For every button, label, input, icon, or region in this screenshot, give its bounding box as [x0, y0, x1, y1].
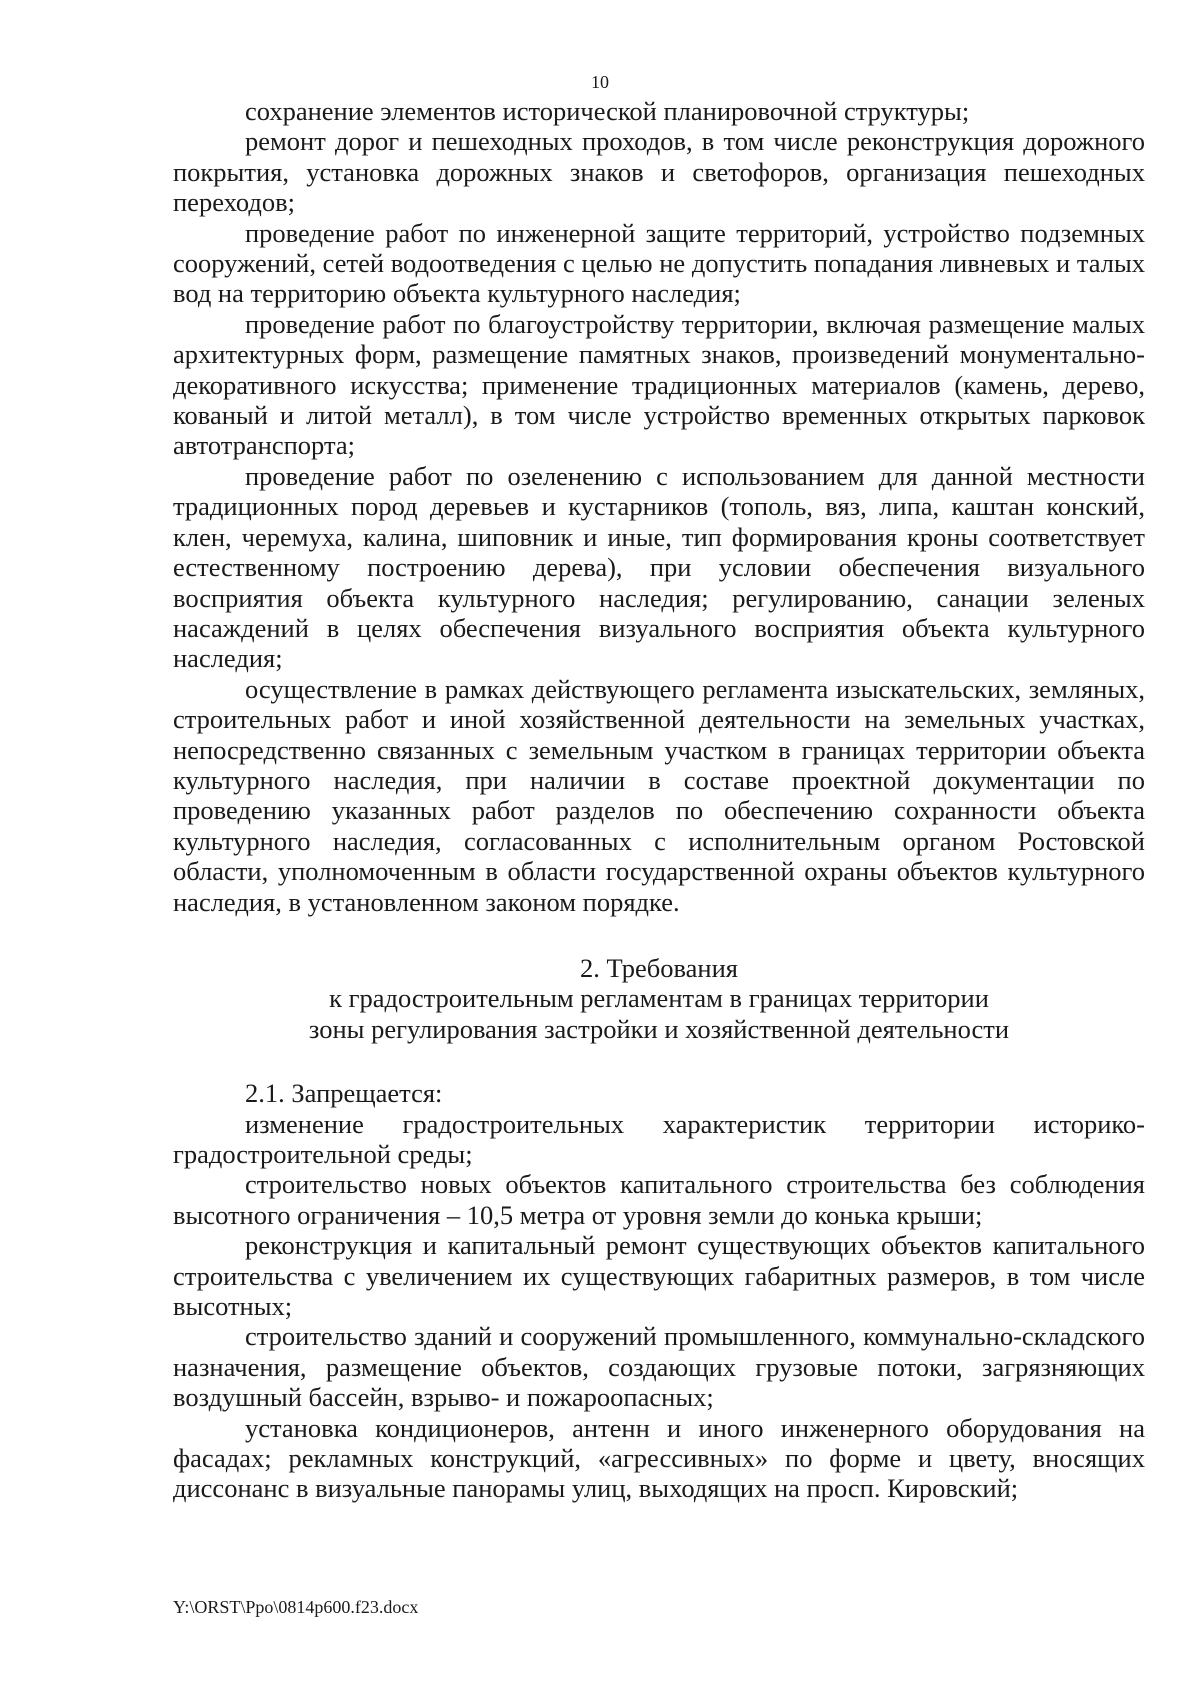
paragraph: изменение градостроительных характеристик территории историко-градостроительной среды;	[173, 1108, 1145, 1169]
section-heading	[173, 953, 1145, 1044]
paragraph: проведение работ по озеленению с использованием для данной местности традиционных пород деревьев и кустарников (тополь, вяз, липа, каштан конский, клен, черемуха, калина, шиповник и иные, тип формирования кроны соответствует естественному построению дерева), при условии обеспечения визуального восприятия объекта культурного наследия; регулированию, санации зеленых насаждений в целях обеспечения визуального восприятия объекта культурного наследия;	[173, 460, 1145, 674]
paragraph: строительство новых объектов капитального строительства без соблюдения высотного ограничения – 10,5 метра от уровня земли до конька крыши;	[173, 1169, 1145, 1230]
paragraph: реконструкция и капитальный ремонт существующих объектов капитального строительства с увеличением их существующих габаритных размеров, в том числе высотных;	[173, 1230, 1145, 1322]
paragraph: строительство зданий и сооружений промышленного, коммунально-складского назначения, размещение объектов, создающих грузовые потоки, загрязняющих воздушный бассейн, взрыво- и пожароопасных;	[173, 1321, 1145, 1413]
paragraph: сохранение элементов исторической планировочной структуры;	[245, 96, 970, 126]
subsection-title: 2.1. Запрещается:	[245, 1078, 443, 1109]
footer-file-path: Y:\ORST\Ppo\0814p600.f23.docx	[173, 1597, 419, 1617]
paragraph: ремонт дорог и пешеходных проходов, в том числе реконструкция дорожного покрытия, установка дорожных знаков и светофоров, организация пешеходных переходов;	[173, 126, 1145, 218]
paragraph: осуществление в рамках действующего регламента изыскательских, земляных, строительных работ и иной хозяйственной деятельности на земельных участках, непосредственно связанных с земельным участком в границах территории объекта культурного наследия, при наличии в составе проектной документации по проведению указанных работ разделов по обеспечению сохранности объекта культурного наследия, согласованных с исполнительным органом Ростовской области, уполномоченным в области государственной охраны объектов культурного наследия, в установленном законом порядке.	[173, 673, 1145, 917]
page-number: 10	[591, 72, 609, 92]
section-heading-line: зоны регулирования застройки и хозяйственной деятельности	[308, 1013, 1010, 1044]
paragraph: проведение работ по благоустройству территории, включая размещение малых архитектурных форм, размещение памятных знаков, произведений монументально-декоративного искусства; применение традиционных материалов (камень, дерево, кованый и литой металл), в том числе устройство временных открытых парковок автотранспорта;	[173, 308, 1145, 461]
paragraph: установка кондиционеров, антенн и иного инженерного оборудования на фасадах; рекламных конструкций, «агрессивных» по форме и цвету, вносящих диссонанс в визуальные панорамы улиц, выходящих на просп. Кировский;	[173, 1412, 1145, 1504]
section-heading-number: 2. Требования	[580, 952, 738, 983]
document-body	[173, 96, 1145, 1504]
section-heading-line: к градостроительным регламентам в границах территории	[329, 983, 989, 1014]
paragraph: проведение работ по инженерной защите территорий, устройство подземных сооружений, сетей водоотведения с целью не допустить попадания ливневых и талых вод на территорию объекта культурного наследия;	[173, 217, 1145, 309]
